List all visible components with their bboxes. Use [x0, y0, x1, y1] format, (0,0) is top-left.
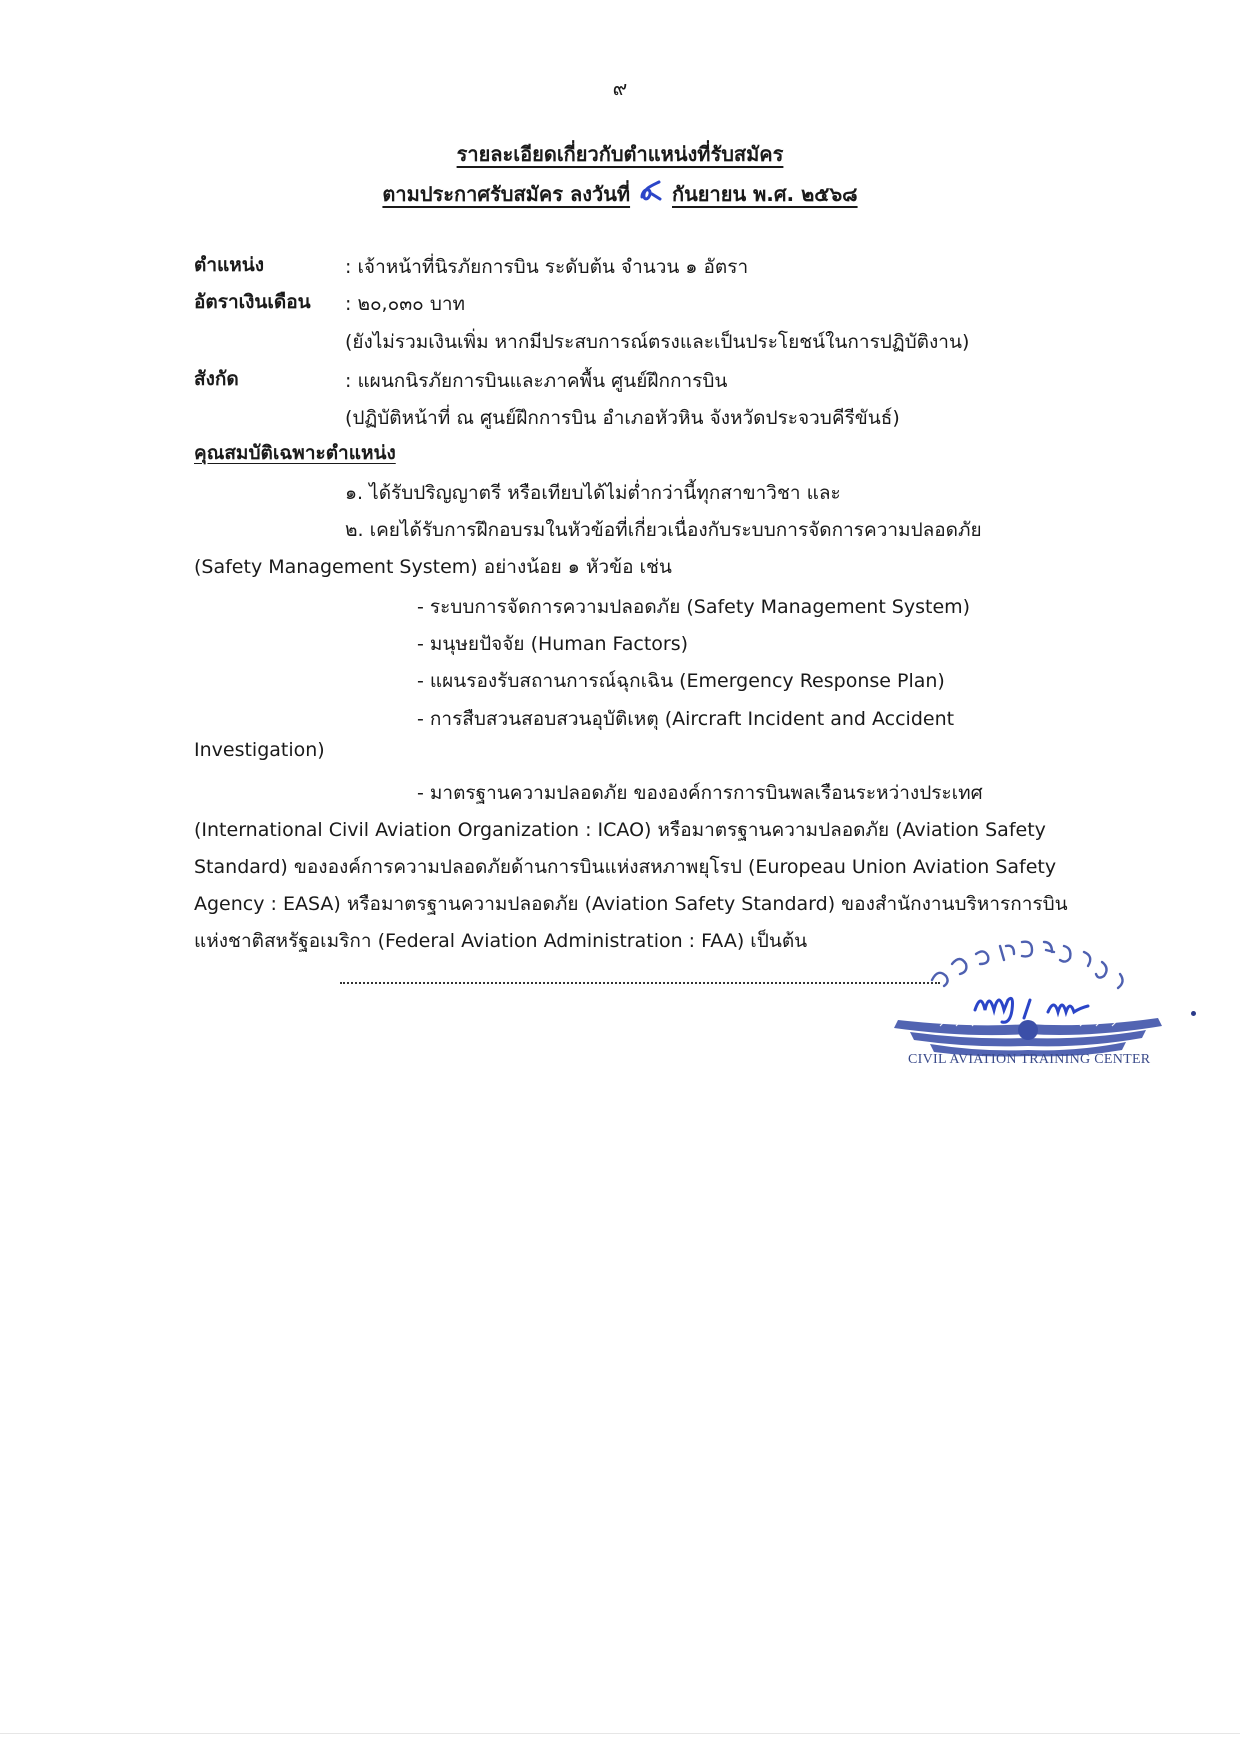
topic-item-continuation: (International Civil Aviation Organization : ICAO) หรือมาตรฐานความปลอดภัย (Aviation Safety	[194, 819, 1046, 841]
salary-value: : ๒๐,๐๓๐ บาท	[345, 293, 466, 315]
topic-item: - ระบบการจัดการความปลอดภัย (Safety Management System)	[417, 596, 971, 618]
topic-item-continuation: Standard) ขององค์การความปลอดภัยด้านการบินแห่งสหภาพยุโรป (Europeau Union Aviation Safety	[194, 856, 1057, 878]
qualification-2-line2: (Safety Management System) อย่างน้อย ๑ หัวข้อ เช่น	[194, 556, 672, 578]
salary-label: อัตราเงินเดือน	[194, 291, 311, 313]
document-title-line1	[0, 138, 1240, 170]
qualification-2-line1: ๒. เคยได้รับการฝึกอบรมในหัวข้อที่เกี่ยวเนื่องกับระบบการจัดการความปลอดภัย	[345, 519, 982, 541]
stray-ink-dot	[1191, 1011, 1196, 1016]
scan-edge-line	[0, 1733, 1240, 1734]
seal-caption: CIVIL AVIATION TRAINING CENTER	[908, 1052, 1151, 1067]
topic-item: - แผนรองรับสถานการณ์ฉุกเฉิน (Emergency Response Plan)	[417, 670, 945, 692]
topic-item-continuation: Investigation)	[194, 739, 325, 761]
position-label: ตำแหน่ง	[194, 254, 265, 276]
topic-item-continuation: แห่งชาติสหรัฐอเมริกา (Federal Aviation Administration : FAA) เป็นต้น	[194, 930, 808, 952]
title-line2-prefix: ตามประกาศรับสมัคร ลงวันที่	[382, 182, 631, 206]
department-note: (ปฏิบัติหน้าที่ ณ ศูนย์ฝึกการบิน อำเภอหัวหิน จังหวัดประจวบคีรีขันธ์)	[345, 407, 900, 429]
department-label: สังกัด	[194, 368, 239, 390]
topic-item-continuation: Agency : EASA) หรือมาตรฐานความปลอดภัย (Aviation Safety Standard) ของสำนักงานบริหารการบิน	[194, 893, 1068, 915]
department-value: : แผนกนิรภัยการบินและภาคพื้น ศูนย์ฝึกการบิน	[345, 370, 728, 392]
handwritten-day-number	[639, 179, 663, 205]
position-value: : เจ้าหน้าที่นิรภัยการบิน ระดับต้น จำนวน ๑ อัตรา	[345, 256, 749, 278]
title-line2-suffix: กันยายน พ.ศ. ๒๕๖๘	[672, 182, 858, 206]
document-title-line2	[0, 178, 1240, 210]
page-number: ๙	[612, 76, 628, 100]
end-dotted-line	[340, 982, 940, 984]
qualification-1: ๑. ได้รับปริญญาตรี หรือเทียบได้ไม่ต่ำกว่านี้ทุกสาขาวิชา และ	[345, 482, 841, 504]
topic-item: - การสืบสวนสอบสวนอุบัติเหตุ (Aircraft Incident and Accident	[417, 708, 955, 730]
topic-item: - มนุษยปัจจัย (Human Factors)	[417, 633, 689, 655]
title-line1-text: รายละเอียดเกี่ยวกับตำแหน่งที่รับสมัคร	[456, 142, 784, 166]
qualifications-heading: คุณสมบัติเฉพาะตำแหน่ง	[194, 442, 396, 464]
salary-note: (ยังไม่รวมเงินเพิ่ม หากมีประสบการณ์ตรงและเป็นประโยชน์ในการปฏิบัติงาน)	[345, 331, 970, 353]
topic-item: - มาตรฐานความปลอดภัย ขององค์การการบินพลเรือนระหว่างประเทศ	[417, 782, 983, 804]
